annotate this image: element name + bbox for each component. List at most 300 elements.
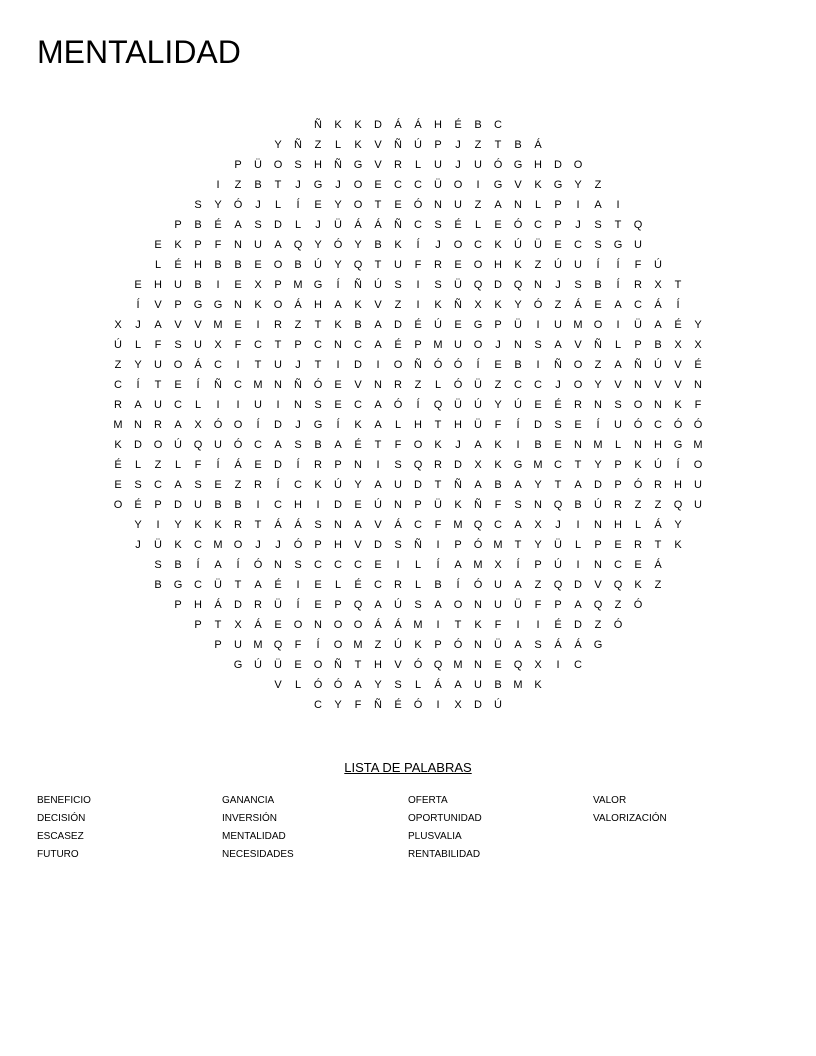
grid-letter: T xyxy=(374,259,382,271)
grid-letter: S xyxy=(154,559,162,571)
grid-letter: D xyxy=(234,599,242,611)
grid-letter: V xyxy=(654,379,662,391)
grid-letter: Í xyxy=(616,279,620,291)
grid-letter: L xyxy=(294,679,302,691)
grid-letter: B xyxy=(254,179,262,191)
grid-letter: O xyxy=(233,539,243,551)
grid-letter: L xyxy=(334,579,342,591)
grid-letter: Y xyxy=(374,679,382,691)
grid-letter: D xyxy=(454,459,462,471)
grid-letter: Í xyxy=(196,379,200,391)
word-list-item: FUTURO xyxy=(37,849,79,860)
grid-letter: C xyxy=(354,399,362,411)
grid-letter: K xyxy=(334,319,342,331)
grid-letter: D xyxy=(134,439,142,451)
grid-letter: Á xyxy=(354,219,362,231)
grid-letter: A xyxy=(214,559,222,571)
grid-letter: D xyxy=(554,159,562,171)
grid-letter: Á xyxy=(654,559,662,571)
grid-letter: K xyxy=(534,679,542,691)
grid-letter: A xyxy=(334,299,342,311)
word-list-item: VALORIZACIÓN xyxy=(593,813,667,824)
grid-letter: U xyxy=(454,199,462,211)
grid-letter: V xyxy=(354,379,362,391)
grid-letter: X xyxy=(254,279,262,291)
grid-letter: E xyxy=(254,259,262,271)
grid-letter: X xyxy=(694,339,702,351)
grid-letter: K xyxy=(474,619,482,631)
grid-letter: Ñ xyxy=(334,159,342,171)
grid-letter: C xyxy=(194,539,202,551)
grid-letter: K xyxy=(254,299,262,311)
grid-letter: A xyxy=(374,479,382,491)
grid-letter: Ó xyxy=(453,379,463,391)
grid-letter: Ñ xyxy=(554,359,562,371)
grid-letter: Á xyxy=(194,359,202,371)
grid-letter: A xyxy=(134,399,142,411)
grid-letter: A xyxy=(174,419,182,431)
grid-letter: G xyxy=(313,179,323,191)
grid-letter: Y xyxy=(354,239,362,251)
grid-letter: G xyxy=(193,299,203,311)
grid-letter: G xyxy=(313,419,323,431)
grid-letter: I xyxy=(216,399,220,411)
grid-letter: L xyxy=(614,439,622,451)
grid-letter: Í xyxy=(676,459,680,471)
grid-letter: Y xyxy=(334,199,342,211)
grid-letter: Á xyxy=(414,119,422,131)
grid-letter: Z xyxy=(414,379,422,391)
grid-letter: E xyxy=(294,659,302,671)
grid-letter: Á xyxy=(434,679,442,691)
grid-letter: P xyxy=(454,539,462,551)
grid-letter: C xyxy=(494,519,502,531)
grid-letter: L xyxy=(334,139,342,151)
grid-letter: C xyxy=(314,339,322,351)
grid-letter: Ú xyxy=(514,399,522,411)
grid-letter: Y xyxy=(334,699,342,711)
grid-letter: Z xyxy=(634,499,642,511)
grid-letter: Ó xyxy=(333,239,343,251)
grid-letter: R xyxy=(254,479,262,491)
grid-letter: Y xyxy=(594,459,602,471)
grid-letter: Z xyxy=(114,359,122,371)
grid-letter: C xyxy=(414,179,422,191)
grid-letter: E xyxy=(374,179,382,191)
grid-letter: É xyxy=(674,319,682,331)
grid-letter: S xyxy=(614,399,622,411)
grid-letter: Z xyxy=(474,139,482,151)
grid-letter: Z xyxy=(374,639,382,651)
grid-letter: S xyxy=(294,159,302,171)
grid-letter: K xyxy=(494,299,502,311)
grid-letter: N xyxy=(534,279,542,291)
grid-letter: P xyxy=(614,459,622,471)
grid-letter: T xyxy=(434,479,442,491)
grid-letter: Ñ xyxy=(394,219,402,231)
grid-letter: U xyxy=(214,439,222,451)
grid-letter: L xyxy=(174,459,182,471)
grid-letter: Ü xyxy=(474,419,482,431)
grid-letter: P xyxy=(274,279,282,291)
grid-letter: E xyxy=(454,259,462,271)
grid-letter: Ñ xyxy=(454,479,462,491)
grid-letter: H xyxy=(374,659,382,671)
grid-letter: E xyxy=(314,199,322,211)
grid-letter: Ó xyxy=(313,379,323,391)
grid-letter: N xyxy=(534,499,542,511)
grid-letter: A xyxy=(374,319,382,331)
grid-letter: A xyxy=(654,319,662,331)
grid-letter: T xyxy=(654,539,662,551)
grid-letter: J xyxy=(575,219,581,231)
grid-letter: Z xyxy=(314,139,322,151)
grid-letter: D xyxy=(574,579,582,591)
grid-letter: U xyxy=(154,359,162,371)
grid-letter: Ó xyxy=(473,539,483,551)
grid-letter: U xyxy=(574,259,582,271)
grid-letter: R xyxy=(434,259,442,271)
grid-letter: J xyxy=(295,419,301,431)
grid-letter: C xyxy=(514,379,522,391)
grid-letter: K xyxy=(354,419,362,431)
grid-letter: I xyxy=(436,699,440,711)
grid-letter: C xyxy=(574,239,582,251)
grid-letter: V xyxy=(374,299,382,311)
grid-letter: P xyxy=(494,319,502,331)
grid-letter: Y xyxy=(274,139,282,151)
grid-letter: U xyxy=(394,479,402,491)
grid-letter: D xyxy=(394,319,402,331)
grid-letter: Ñ xyxy=(414,359,422,371)
grid-letter: C xyxy=(374,579,382,591)
grid-letter: Í xyxy=(216,459,220,471)
grid-letter: A xyxy=(374,399,382,411)
grid-letter: F xyxy=(234,339,242,351)
grid-letter: F xyxy=(414,259,422,271)
grid-letter: L xyxy=(414,159,422,171)
grid-letter: Á xyxy=(394,519,402,531)
grid-letter: Ó xyxy=(693,419,703,431)
grid-letter: K xyxy=(434,299,442,311)
grid-letter: J xyxy=(295,179,301,191)
grid-letter: M xyxy=(593,439,603,451)
grid-letter: J xyxy=(135,539,141,551)
grid-letter: L xyxy=(534,199,542,211)
grid-letter: D xyxy=(334,499,342,511)
grid-letter: Á xyxy=(374,219,382,231)
grid-letter: Ú xyxy=(514,239,522,251)
grid-letter: Í xyxy=(296,459,300,471)
grid-letter: Ü xyxy=(334,219,342,231)
word-list-item: RENTABILIDAD xyxy=(408,849,481,860)
grid-letter: Ó xyxy=(333,679,343,691)
grid-letter: P xyxy=(194,239,202,251)
grid-letter: N xyxy=(334,519,342,531)
grid-letter: Á xyxy=(214,599,222,611)
grid-letter: G xyxy=(553,179,563,191)
grid-letter: S xyxy=(294,439,302,451)
grid-letter: A xyxy=(514,479,522,491)
grid-letter: Á xyxy=(394,119,402,131)
grid-letter: R xyxy=(654,479,662,491)
grid-letter: M xyxy=(693,439,703,451)
grid-letter: Á xyxy=(654,299,662,311)
grid-letter: Ó xyxy=(293,539,303,551)
grid-letter: Í xyxy=(516,419,520,431)
grid-letter: Ó xyxy=(233,199,243,211)
grid-letter: K xyxy=(354,139,362,151)
grid-letter: K xyxy=(494,239,502,251)
grid-letter: M xyxy=(413,619,423,631)
grid-letter: O xyxy=(353,179,363,191)
grid-letter: I xyxy=(216,279,220,291)
grid-letter: R xyxy=(574,399,582,411)
grid-letter: N xyxy=(654,399,662,411)
grid-letter: Q xyxy=(413,459,423,471)
grid-letter: Ü xyxy=(154,539,162,551)
grid-letter: B xyxy=(194,219,202,231)
grid-letter: R xyxy=(254,599,262,611)
grid-letter: O xyxy=(353,199,363,211)
grid-letter: B xyxy=(514,359,522,371)
grid-letter: O xyxy=(453,179,463,191)
grid-letter: S xyxy=(414,599,422,611)
grid-letter: H xyxy=(314,299,322,311)
grid-letter: J xyxy=(555,519,561,531)
grid-letter: Q xyxy=(593,599,603,611)
grid-letter: A xyxy=(434,599,442,611)
grid-letter: V xyxy=(354,539,362,551)
grid-letter: É xyxy=(274,579,282,591)
grid-letter: I xyxy=(476,179,480,191)
grid-letter: D xyxy=(174,499,182,511)
grid-letter: R xyxy=(394,379,402,391)
grid-letter: Á xyxy=(534,139,542,151)
grid-letter: Í xyxy=(336,419,340,431)
grid-letter: J xyxy=(455,159,461,171)
grid-letter: Y xyxy=(594,379,602,391)
grid-letter: A xyxy=(254,579,262,591)
grid-letter: J xyxy=(295,359,301,371)
grid-letter: V xyxy=(594,579,602,591)
grid-letter: Y xyxy=(694,319,702,331)
grid-letter: J xyxy=(275,539,281,551)
grid-letter: Í xyxy=(236,559,240,571)
grid-letter: Ú xyxy=(254,659,262,671)
grid-letter: E xyxy=(534,399,542,411)
grid-letter: Á xyxy=(554,639,562,651)
grid-letter: K xyxy=(174,239,182,251)
grid-letter: V xyxy=(674,359,682,371)
grid-letter: F xyxy=(394,439,402,451)
grid-letter: C xyxy=(354,559,362,571)
grid-letter: L xyxy=(434,379,442,391)
word-list-item: VALOR xyxy=(593,795,627,806)
grid-letter: C xyxy=(294,479,302,491)
grid-letter: C xyxy=(334,559,342,571)
grid-letter: L xyxy=(414,579,422,591)
grid-letter: Á xyxy=(274,519,282,531)
grid-letter: B xyxy=(534,439,542,451)
grid-letter: S xyxy=(574,279,582,291)
grid-letter: J xyxy=(315,219,321,231)
grid-letter: Í xyxy=(676,299,680,311)
grid-letter: Ñ xyxy=(334,659,342,671)
grid-letter: Y xyxy=(674,519,682,531)
grid-letter: D xyxy=(594,479,602,491)
grid-letter: U xyxy=(474,159,482,171)
grid-letter: S xyxy=(394,679,402,691)
grid-letter: I xyxy=(436,539,440,551)
grid-letter: E xyxy=(634,559,642,571)
grid-letter: S xyxy=(394,459,402,471)
grid-letter: D xyxy=(534,419,542,431)
grid-letter: A xyxy=(374,339,382,351)
grid-letter: I xyxy=(376,359,380,371)
grid-letter: F xyxy=(494,499,502,511)
grid-letter: Ó xyxy=(433,359,443,371)
grid-letter: J xyxy=(255,539,261,551)
grid-letter: B xyxy=(174,559,182,571)
grid-letter: A xyxy=(474,479,482,491)
grid-letter: Z xyxy=(594,179,602,191)
grid-letter: C xyxy=(154,479,162,491)
grid-letter: I xyxy=(536,619,540,631)
grid-letter: J xyxy=(335,179,341,191)
grid-letter: S xyxy=(434,219,442,231)
grid-letter: É xyxy=(354,579,362,591)
grid-letter: H xyxy=(194,599,202,611)
grid-letter: L xyxy=(474,219,482,231)
grid-letter: Á xyxy=(574,299,582,311)
grid-letter: Ü xyxy=(514,599,522,611)
grid-letter: X xyxy=(674,339,682,351)
grid-letter: O xyxy=(333,619,343,631)
grid-letter: M xyxy=(353,639,363,651)
grid-letter: Ü xyxy=(434,179,442,191)
grid-letter: S xyxy=(534,339,542,351)
grid-letter: B xyxy=(214,499,222,511)
grid-letter: T xyxy=(314,359,322,371)
grid-letter: N xyxy=(434,199,442,211)
grid-letter: T xyxy=(454,619,462,631)
grid-letter: Ñ xyxy=(354,279,362,291)
grid-letter: L xyxy=(634,519,642,531)
grid-letter: Ó xyxy=(393,399,403,411)
grid-letter: O xyxy=(353,619,363,631)
grid-letter: I xyxy=(416,299,420,311)
word-list-item: NECESIDADES xyxy=(222,849,294,860)
grid-letter: V xyxy=(194,319,202,331)
grid-letter: B xyxy=(494,679,502,691)
grid-letter: A xyxy=(514,639,522,651)
grid-letter: G xyxy=(313,279,323,291)
grid-letter: H xyxy=(434,119,442,131)
grid-letter: B xyxy=(194,279,202,291)
grid-letter: C xyxy=(534,379,542,391)
grid-letter: Í xyxy=(596,419,600,431)
grid-letter: N xyxy=(474,659,482,671)
grid-letter: B xyxy=(294,259,302,271)
grid-letter: I xyxy=(556,659,560,671)
grid-letter: D xyxy=(414,479,422,491)
grid-letter: É xyxy=(454,219,462,231)
grid-letter: J xyxy=(135,319,141,331)
grid-letter: C xyxy=(414,219,422,231)
grid-letter: O xyxy=(413,439,423,451)
grid-letter: É xyxy=(174,259,182,271)
grid-letter: K xyxy=(534,179,542,191)
grid-letter: Ü xyxy=(494,639,502,651)
grid-letter: L xyxy=(414,559,422,571)
grid-letter: U xyxy=(254,239,262,251)
grid-letter: F xyxy=(214,239,222,251)
grid-letter: C xyxy=(654,419,662,431)
grid-letter: L xyxy=(274,199,282,211)
grid-letter: Í xyxy=(296,199,300,211)
grid-letter: V xyxy=(394,659,402,671)
grid-letter: Í xyxy=(516,559,520,571)
grid-letter: P xyxy=(554,199,562,211)
grid-letter: C xyxy=(174,399,182,411)
grid-letter: K xyxy=(334,119,342,131)
grid-letter: É xyxy=(554,399,562,411)
grid-letter: C xyxy=(614,559,622,571)
grid-letter: A xyxy=(514,579,522,591)
grid-letter: N xyxy=(594,559,602,571)
grid-letter: N xyxy=(474,639,482,651)
grid-letter: Á xyxy=(574,639,582,651)
grid-letter: Q xyxy=(353,599,363,611)
grid-letter: U xyxy=(254,399,262,411)
grid-letter: S xyxy=(534,639,542,651)
grid-letter: Í xyxy=(336,279,340,291)
grid-letter: E xyxy=(234,279,242,291)
grid-letter: O xyxy=(573,159,583,171)
grid-letter: U xyxy=(434,159,442,171)
grid-letter: Ú xyxy=(394,639,402,651)
grid-letter: Ó xyxy=(213,419,223,431)
grid-letter: Ú xyxy=(494,699,502,711)
grid-letter: E xyxy=(494,659,502,671)
grid-letter: C xyxy=(254,439,262,451)
grid-letter: Ó xyxy=(473,579,483,591)
grid-letter: J xyxy=(555,379,561,391)
grid-letter: E xyxy=(114,479,122,491)
grid-letter: Ú xyxy=(434,319,442,331)
grid-letter: O xyxy=(293,619,303,631)
grid-letter: O xyxy=(573,379,583,391)
grid-letter: P xyxy=(554,599,562,611)
grid-letter: U xyxy=(614,419,622,431)
grid-letter: P xyxy=(154,499,162,511)
grid-letter: E xyxy=(354,499,362,511)
grid-letter: N xyxy=(514,339,522,351)
grid-letter: D xyxy=(494,279,502,291)
word-list-item: ESCASEZ xyxy=(37,831,84,842)
grid-letter: F xyxy=(634,259,642,271)
grid-letter: A xyxy=(274,239,282,251)
grid-letter: R xyxy=(234,519,242,531)
grid-letter: Z xyxy=(534,579,542,591)
grid-letter: Ñ xyxy=(314,119,322,131)
grid-letter: Ó xyxy=(633,479,643,491)
grid-letter: Á xyxy=(234,459,242,471)
grid-letter: S xyxy=(194,479,202,491)
grid-letter: F xyxy=(494,619,502,631)
grid-letter: L xyxy=(574,539,582,551)
